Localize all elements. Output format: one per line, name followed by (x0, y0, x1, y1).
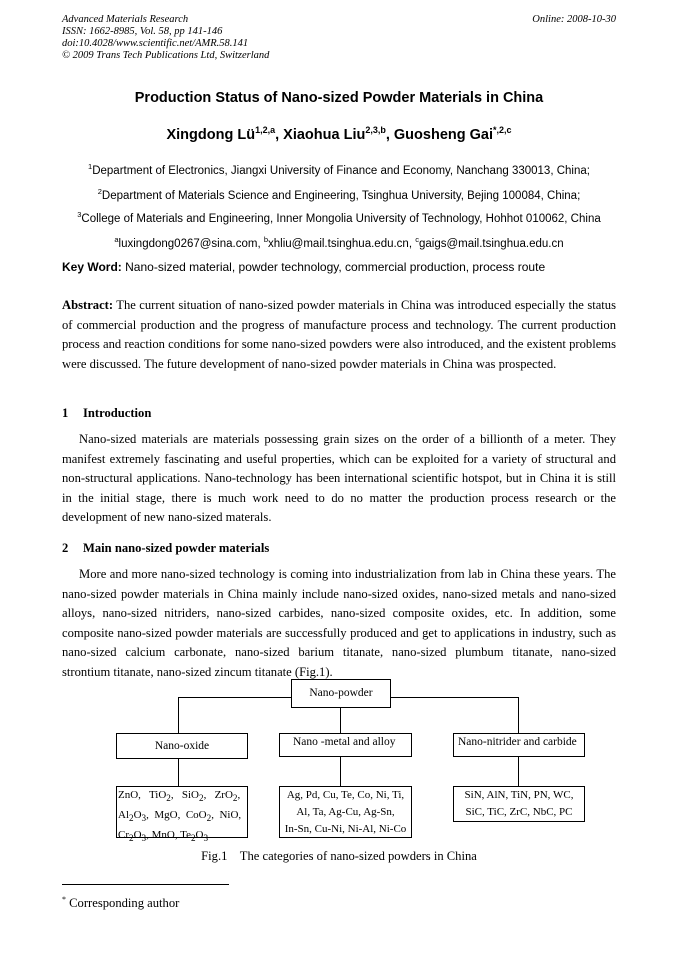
affiliation: $^1$Department of Electronics, Jiangxi University of Finance and Economy, Nanchang 330013, China; (88, 162, 590, 177)
connector-line (340, 757, 341, 786)
abstract (62, 296, 616, 374)
footnote-rule (62, 884, 229, 885)
author-sup: 1,2,a (255, 125, 276, 135)
journal-name: Advanced Materials Research (62, 14, 189, 25)
keywords-label: Key Word: (62, 260, 122, 274)
connector-line (518, 697, 519, 733)
footnote-text: Corresponding author (69, 896, 180, 911)
journal-copyright: © 2009 Trans Tech Publications Ltd, Switzerland (62, 50, 270, 61)
figure-caption: Fig.1 The categories of nano-sized powders in China (201, 849, 477, 863)
section-heading: 1 Introduction (62, 406, 152, 420)
connector-line (518, 757, 519, 786)
email-link[interactable]: gaigs@mail.tsinghua.edu.cn (418, 237, 564, 250)
paper-title: Production Status of Nano-sized Powder Materials in China (134, 90, 544, 106)
section-body: Nano-sized materials are materials possessing grain sizes on the order of a billionth of a meter. They manifest extremely fascinating and useful properties, which can be exploited for a variety of structural and non-structural applications. Nano-technology has been international scientific hotspot, but in China it is still in the initial stage, there is much work need to do no matter the production process research or the development of new nano-sized materals. (62, 432, 616, 524)
email-link[interactable]: luxingdong0267@sina.com (118, 237, 258, 250)
author-name: Guosheng Gai (393, 126, 493, 143)
figure-1-diagram (0, 670, 678, 860)
diagram-category-node: Nano-nitrider and carbide (453, 733, 585, 757)
section-body: More and more nano-sized technology is coming into industrialization from lab in China these years. The nano-sized powder materials in China mainly include nano-sized oxides, nano-sized metals and nano-sized alloys, nano-sized nitriders, nano-sized carbides, nano-sized composite oxides, etc. In addition, some composite nano-sized powder materials are successfully produced and get to applications in industry, such as nano-sized calcium carbonate, nano-sized barium titanate, nano-sized plumbum titanate, nano-sized strontium titanate, nano-sized zincum titanate (Fig.1). (62, 567, 616, 679)
connector-line (340, 708, 341, 733)
author-sup: 2,3,b (365, 125, 386, 135)
journal-doi: doi:10.4028/www.scientific.net/AMR.58.141 (62, 38, 249, 49)
diagram-leaf-node: SiN, AlN, TiN, PN, WC, SiC, TiC, ZrC, NbC, PC (453, 786, 585, 822)
footnote-mark: * (62, 895, 66, 904)
connector-line (391, 697, 518, 698)
email-link[interactable]: xhliu@mail.tsinghua.edu.cn (268, 237, 409, 250)
journal-header (62, 14, 616, 62)
author-list: Xingdong Lü$^{1,2,a}$, Xiaohua Liu$^{2,3,b}$, Guosheng Gai$^{*,2,c}$ (166, 125, 512, 143)
author-name: Xiaohua Liu (283, 126, 366, 143)
abstract-text: The current situation of nano-sized powder materials in China was introduced especially the status of commercial production and the progress of manufacture process and technology. The current production process and reaction conditions for some nano-sized powders were also introduced, and the existent problems were discussed. The future development of nano-sized powder materials in China was prospected. (62, 298, 617, 371)
diagram-category-node: Nano -metal and alloy (279, 733, 412, 757)
connector-line (178, 759, 179, 786)
email-list: $^a$luxingdong0267@sina.com, $^b$xhliu@mail.tsinghua.edu.cn, $^c$gaigs@mail.tsinghua.edu.cn (114, 235, 564, 250)
keywords-text: Nano-sized material, powder technology, commercial production, process route (125, 260, 546, 274)
abstract-label: Abstract: (62, 298, 114, 312)
online-date: Online: 2008-10-30 (532, 14, 616, 25)
affiliation: $^2$Department of Materials Science and Engineering, Tsinghua University, Bejing 100084, China; (97, 187, 581, 202)
author-sup: *,2,c (493, 125, 512, 135)
footnote (62, 895, 179, 911)
diagram-leaf-node: ZnO, TiO$_2$, SiO$_2$, ZrO$_2$, $Al_2O_3$, MgO, CoO$_2$, NiO, $Cr_2O_3$, MnO, $Te_2O_3$ (116, 786, 248, 838)
journal-issn: ISSN: 1662-8985, Vol. 58, pp 141-146 (62, 26, 223, 37)
diagram-root-node: Nano-powder (291, 679, 391, 708)
diagram-leaf-node: Ag, Pd, Cu, Te, Co, Ni, Ti, Al, Ta, Ag-Cu, Ag-Sn, In-Sn, Cu-Ni, Ni-Al, Ni-Co (279, 786, 412, 838)
diagram-category-node: Nano-oxide (116, 733, 248, 759)
author-name: Xingdong Lü (166, 126, 256, 143)
connector-line (178, 697, 291, 698)
affiliation: $^3$College of Materials and Engineering, Inner Mongolia University of Technology, Hohhot 010062, China (77, 210, 601, 225)
section-heading: 2 Main nano-sized powder materials (62, 541, 270, 555)
keywords (62, 260, 622, 274)
connector-line (178, 697, 179, 733)
